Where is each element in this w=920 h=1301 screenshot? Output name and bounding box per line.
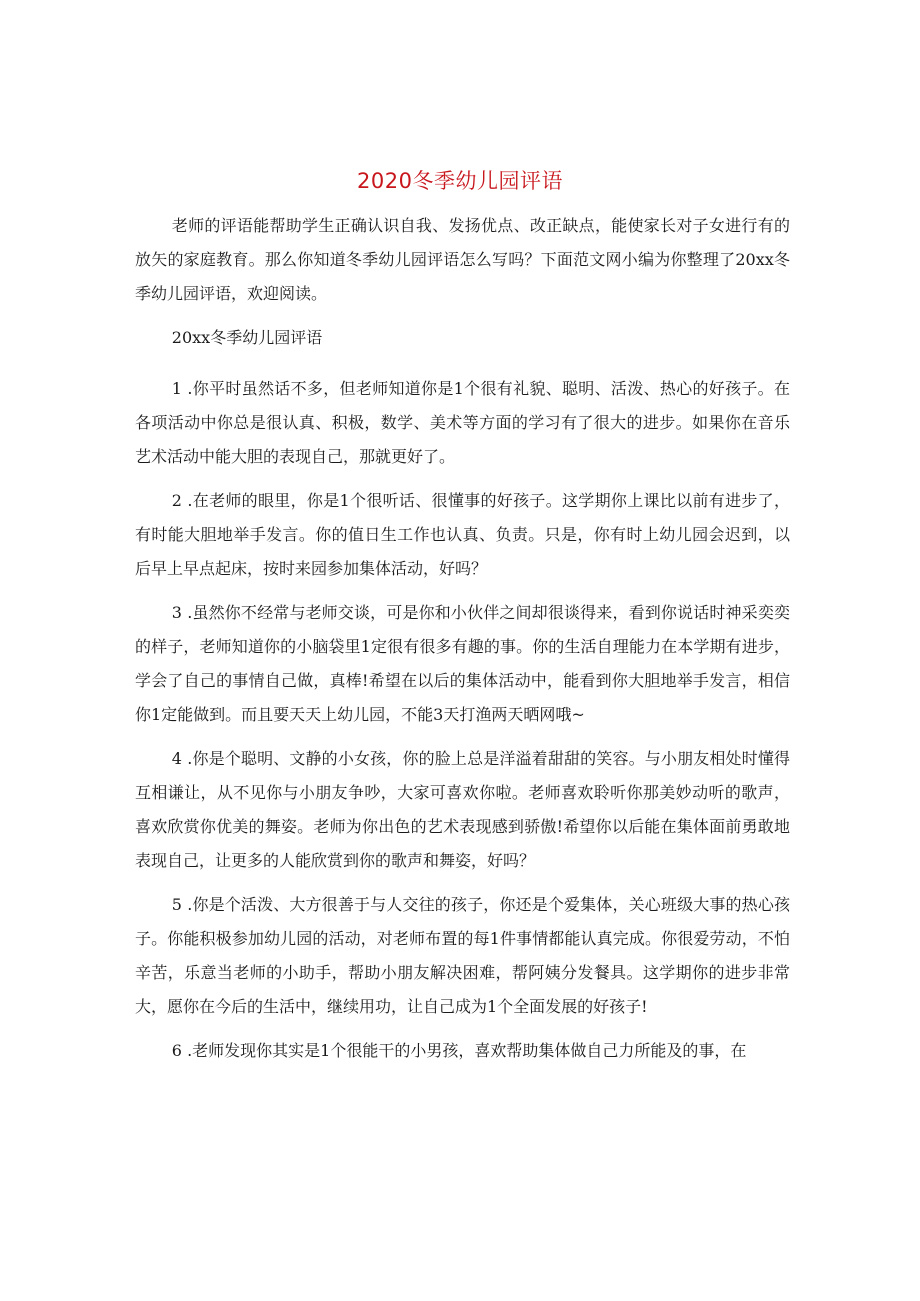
comment-item-6: 6 .老师发现你其实是1个很能干的小男孩，喜欢帮助集体做自己力所能及的事，在 [171,1041,747,1060]
document-body [135,209,790,1078]
intro-paragraph: 老师的评语能帮助学生正确认识自我、发扬优点、改正缺点，能使家长对子女进行有的放矢的家庭教育。那么你知道冬季幼儿园评语怎么写吗？下面范文网小编为你整理了20xx冬季幼儿园评语，欢迎阅读。 [135,216,790,303]
comment-item-5: 5 .你是个活泼、大方很善于与人交往的孩子，你还是个爱集体，关心班级大事的热心孩子。你能积极参加幼儿园的活动，对老师布置的每1件事情都能认真完成。你很爱劳动，不怕辛苦，乐意当老师的小助手，帮助小朋友解决困难，帮阿姨分发餐具。这学期你的进步非常大，愿你在今后的生活中，继续用功，让自己成为1个全面发展的好孩子! [135,895,790,1016]
comment-item-3: 3 .虽然你不经常与老师交谈，可是你和小伙伴之间却很谈得来，看到你说话时神采奕奕的样子，老师知道你的小脑袋里1定很有很多有趣的事。你的生活自理能力在本学期有进步，学会了自己的事情自己做，真棒!希望在以后的集体活动中，能看到你大胆地举手发言，相信你1定能做到。而且要天天上幼儿园，不能3天打渔两天晒网哦~ [135,603,790,724]
document-title: 2020冬季幼儿园评语 [357,169,563,193]
comment-item-2: 2 .在老师的眼里，你是1个很听话、很懂事的好孩子。这学期你上课比以前有进步了，有时能大胆地举手发言。你的值日生工作也认真、负责。只是，你有时上幼儿园会迟到，以后早上早点起床，按时来园参加集体活动，好吗？ [135,491,790,578]
comment-item-1: 1 .你平时虽然话不多，但老师知道你是1个很有礼貌、聪明、活泼、热心的好孩子。在各项活动中你总是很认真、积极，数学、美术等方面的学习有了很大的进步。如果你在音乐艺术活动中能大胆的表现自己，那就更好了。 [135,379,790,466]
comment-item-4: 4 .你是个聪明、文静的小女孩，你的脸上总是洋溢着甜甜的笑容。与小朋友相处时懂得互相谦让，从不见你与小朋友争吵，大家可喜欢你啦。老师喜欢聆听你那美妙动听的歌声，喜欢欣赏你优美的舞姿。老师为你出色的艺术表现感到骄傲!希望你以后能在集体面前勇敢地表现自己，让更多的人能欣赏到你的歌声和舞姿，好吗？ [135,749,790,870]
section-subheading: 20xx冬季幼儿园评语 [171,328,323,347]
